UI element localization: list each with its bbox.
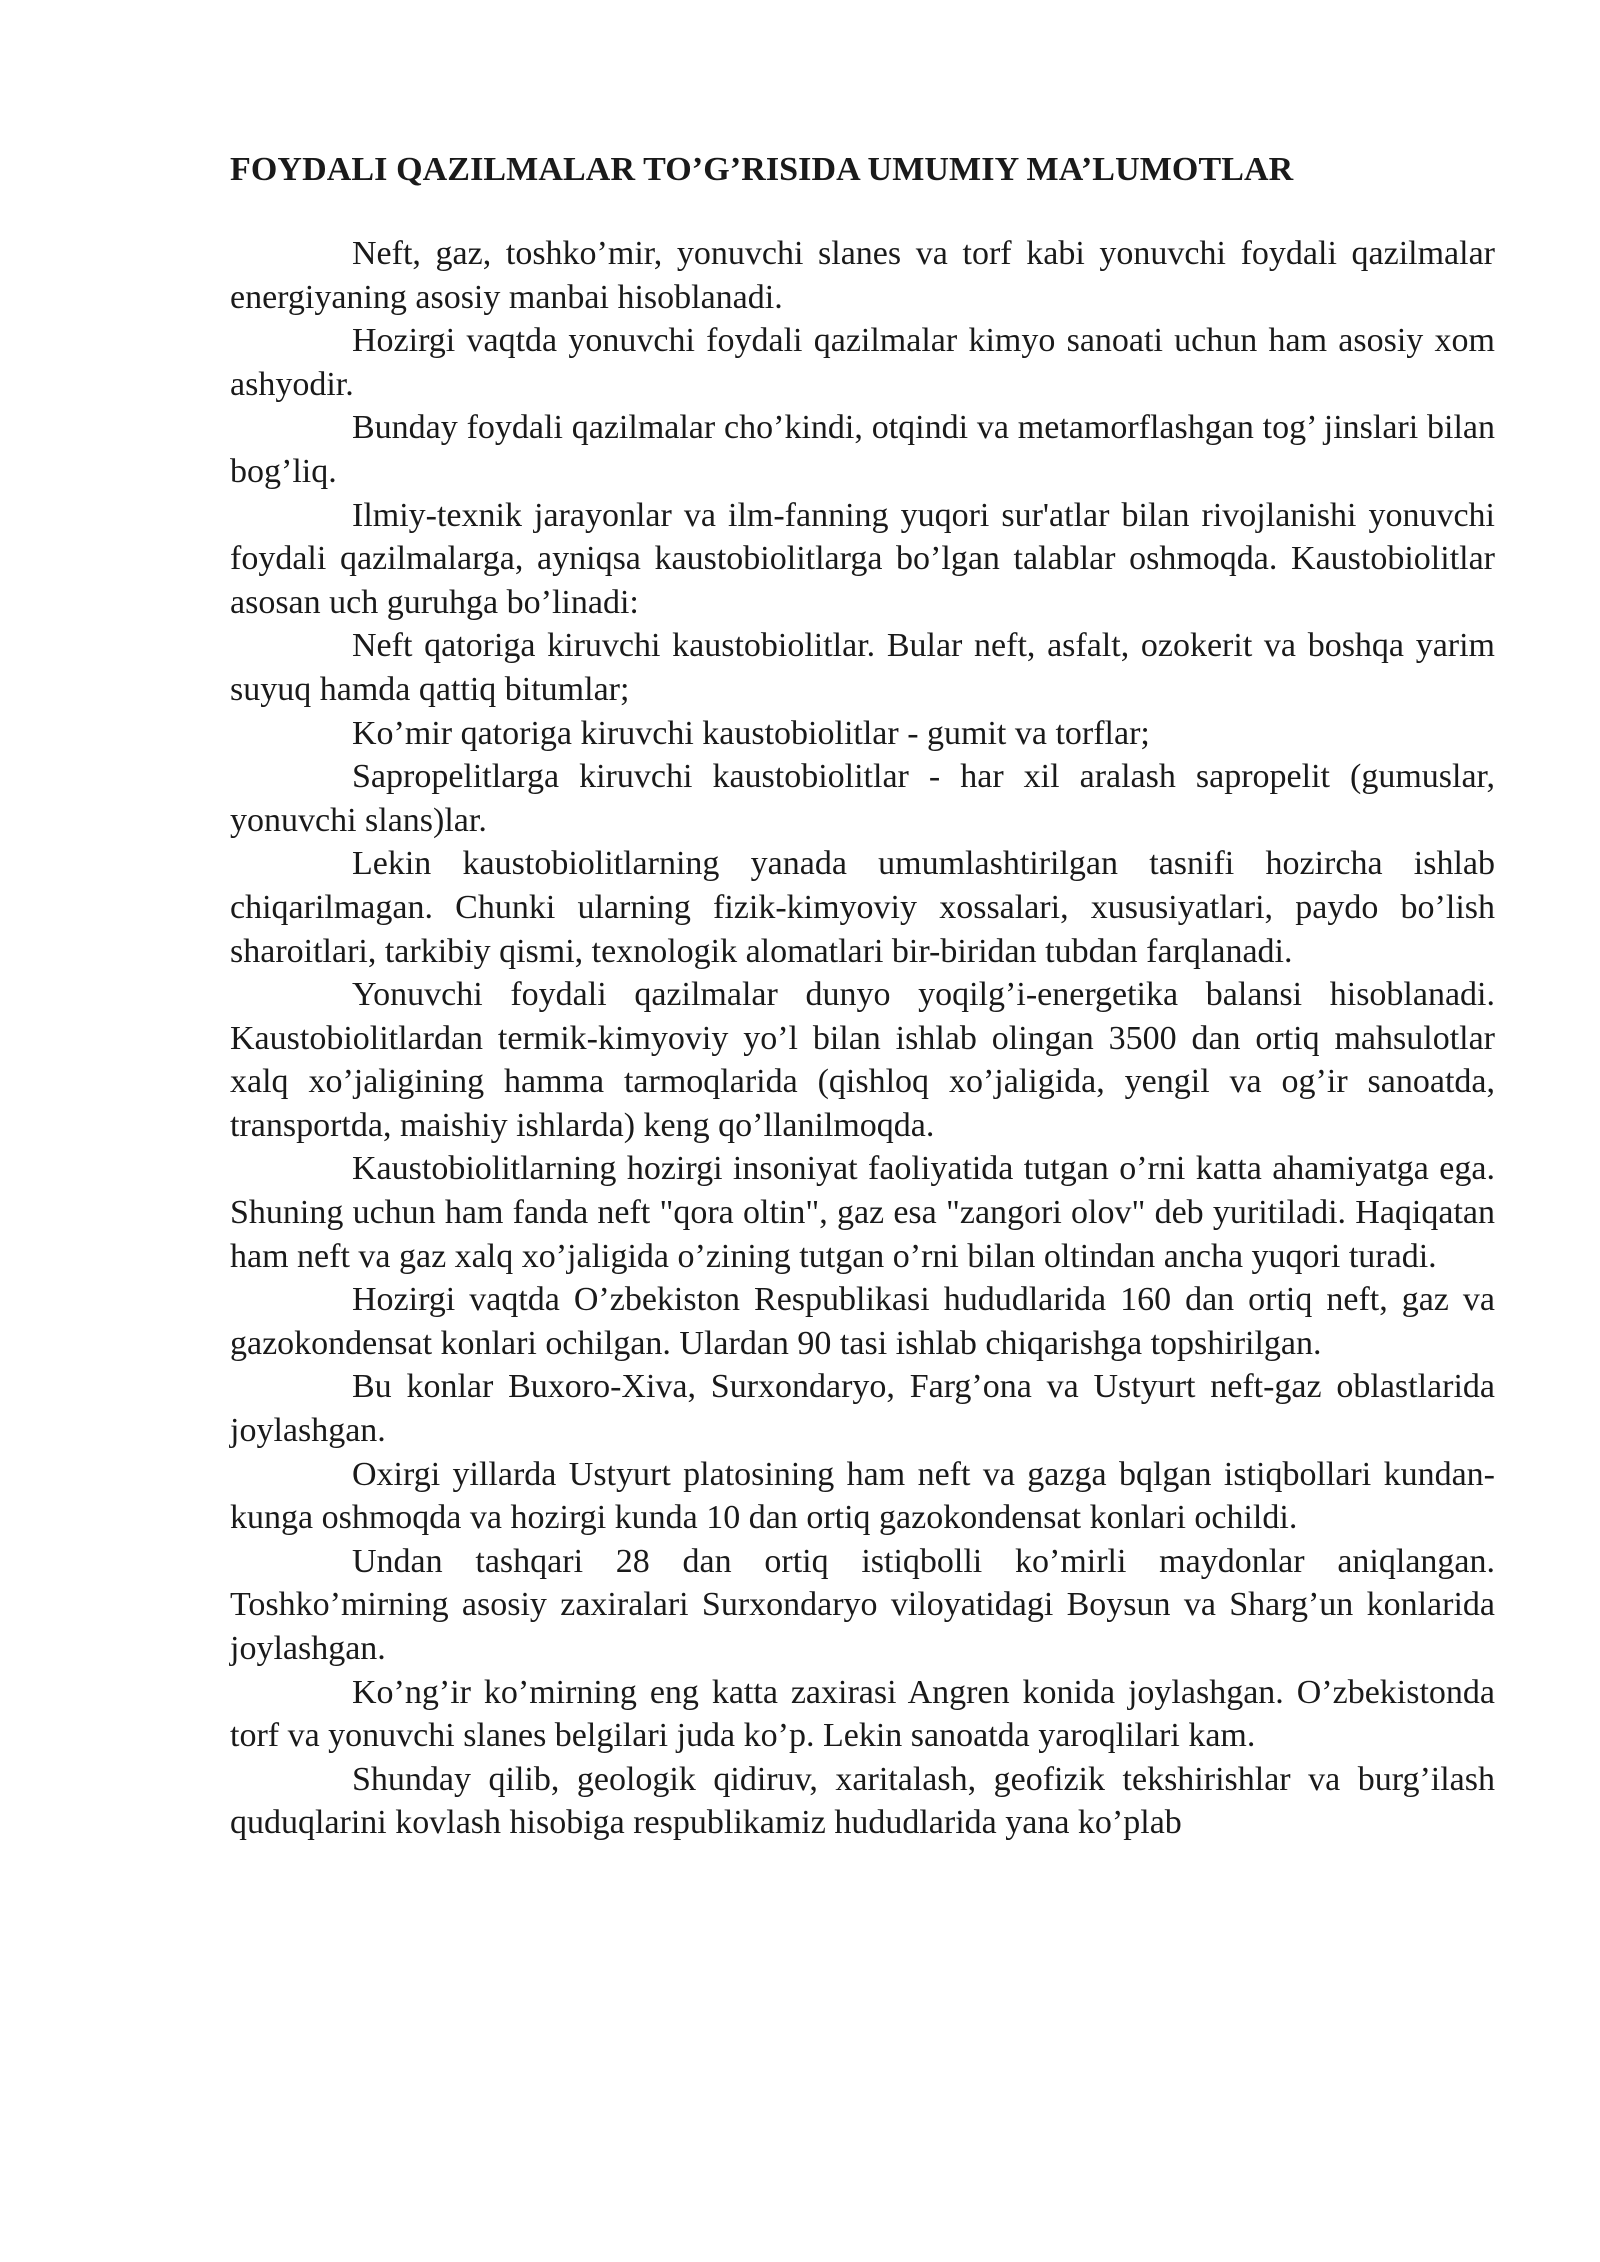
- paragraph: Shunday qilib, geologik qidiruv, xaritalash, geofizik tekshirishlar va burg’ilash quduqlarini kovlash hisobiga respublikamiz hududlarida yana ko’plab: [230, 1760, 1495, 1842]
- paragraph: Ko’mir qatoriga kiruvchi kaustobiolitlar - gumit va torflar;: [352, 714, 1150, 752]
- document-page: [230, 148, 1495, 1845]
- paragraph: Ko’ng’ir ko’mirning eng katta zaxirasi Angren konida joylashgan. O’zbekistonda torf va yonuvchi slanes belgilari juda ko’p. Lekin sanoatda yaroqlilari kam.: [230, 1673, 1495, 1755]
- paragraph: Bunday foydali qazilmalar cho’kindi, otqindi va metamorflashgan tog’ jinslari bilan bog’liq.: [230, 409, 1495, 490]
- paragraph: Oxirgi yillarda Ustyurt platosining ham neft va gazga bqlgan istiqbollari kundan-kunga oshmoqda va hozirgi kunda 10 dan ortiq gazokondensat konlari ochildi.: [230, 1455, 1495, 1537]
- paragraph: Ilmiy-texnik jarayonlar va ilm-fanning yuqori sur'atlar bilan rivojlanishi yonuvchi foydali qazilmalarga, ayniqsa kaustobiolitlarga bo’lgan talablar oshmoqda. Kaustobiolitlar asosan uch guruhga bo’linadi:: [230, 496, 1495, 621]
- paragraph: Kaustobiolitlarning hozirgi insoniyat faoliyatida tutgan o’rni katta ahamiyatga ega. Shuning uchun ham fanda neft "qora oltin", gaz esa "zangori olov" deb yuritiladi. Haqiqatan ham neft va gaz xalq xo’jaligida o’zining tutgan o’rni bilan oltindan ancha yuqori turadi.: [230, 1150, 1495, 1275]
- paragraph: Hozirgi vaqtda yonuvchi foydali qazilmalar kimyo sanoati uchun ham asosiy xom ashyodir.: [230, 322, 1495, 403]
- document-title: FOYDALI QAZILMALAR TO’G’RISIDA UMUMIY MA’LUMOTLAR: [230, 151, 1294, 188]
- paragraph: Hozirgi vaqtda O’zbekiston Respublikasi hududlarida 160 dan ortiq neft, gaz va gazokondensat konlari ochilgan. Ulardan 90 tasi ishlab chiqarishga topshirilgan.: [230, 1281, 1495, 1362]
- paragraph: Sapropelitlarga kiruvchi kaustobiolitlar - har xil aralash sapropelit (gumuslar, yonuvchi slans)lar.: [230, 758, 1495, 839]
- paragraph: Neft, gaz, toshko’mir, yonuvchi slanes va torf kabi yonuvchi foydali qazilmalar energiyaning asosiy manbai hisoblanadi.: [230, 235, 1495, 316]
- document-body: [230, 232, 1495, 1845]
- paragraph: Undan tashqari 28 dan ortiq istiqbolli ko’mirli maydonlar aniqlangan. Toshko’mirning asosiy zaxiralari Surxondaryo viloyatidagi Boysun va Sharg’un konlarida joylashgan.: [230, 1542, 1495, 1667]
- paragraph: Bu konlar Buxoro-Xiva, Surxondaryo, Farg’ona va Ustyurt neft-gaz oblastlarida joylashgan.: [230, 1368, 1495, 1450]
- paragraph: Yonuvchi foydali qazilmalar dunyo yoqilg’i-energetika balansi hisoblanadi. Kaustobiolitlardan termik-kimyoviy yo’l bilan ishlab olingan 3500 dan ortiq mahsulotlar xalq xo’jaligining hamma tarmoqlarida (qishloq xo’jaligida, yengil va og’ir sanoatda, transportda, maishiy ishlarda) keng qo’llanilmoqda.: [230, 976, 1495, 1144]
- paragraph: Lekin kaustobiolitlarning yanada umumlashtirilgan tasnifi hozircha ishlab chiqarilmagan. Chunki ularning fizik-kimyoviy xossalari, xususiyatlari, paydo bo’lish sharoitlari, tarkibiy qismi, texnologik alomatlari bir-biridan tubdan farqlanadi.: [230, 845, 1495, 970]
- paragraph: Neft qatoriga kiruvchi kaustobiolitlar. Bular neft, asfalt, ozokerit va boshqa yarim suyuq hamda qattiq bitumlar;: [230, 627, 1495, 708]
